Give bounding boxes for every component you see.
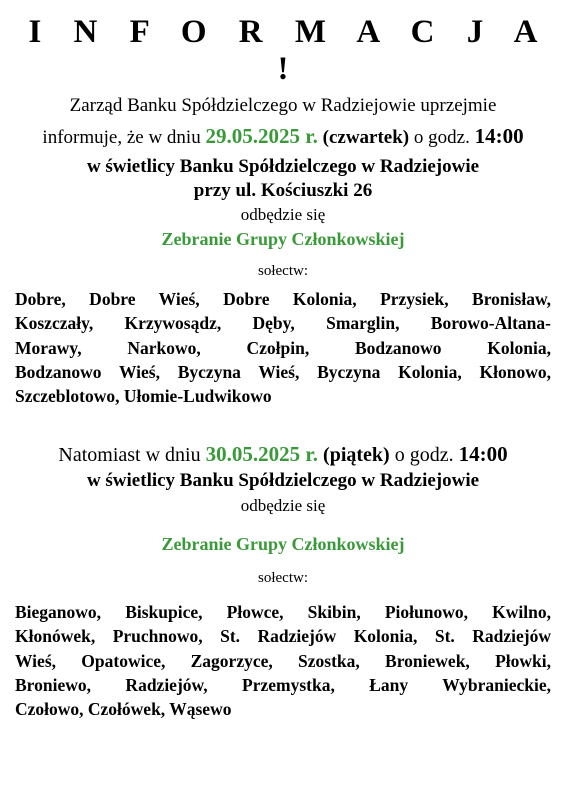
meeting2-date-line xyxy=(0,442,566,467)
village-line: Bodzanowo Wieś, Byczyna Wieś, Byczyna Kolonia, Kłonowo, xyxy=(15,361,551,382)
village-line: Szczeblotowo, Ułomie-Ludwikowo xyxy=(15,386,272,407)
meeting1-time-prefix: o godz. xyxy=(409,127,475,148)
meeting2-time: 14:00 xyxy=(458,442,508,466)
meeting1-date-line xyxy=(0,124,566,149)
page-title: I N F O R M A C J A ! xyxy=(28,14,550,87)
meeting2-villages xyxy=(15,600,551,721)
meeting2-place-line1: w świetlicy Banku Spółdzielczego w Radziejowie xyxy=(86,470,480,491)
intro-line: Zarząd Banku Spółdzielczego w Radziejowie uprzejmie xyxy=(69,95,497,116)
meeting1-solectw-label: sołectw: xyxy=(258,263,308,279)
meeting2-weekday: (piątek) xyxy=(318,444,390,466)
village-line: Dobre, Dobre Wieś, Dobre Kolonia, Przysiek, Bronisław, xyxy=(15,289,551,309)
meeting1-name: Zebranie Grupy Członkowskiej xyxy=(161,229,405,249)
village-line: Broniewo, Radziejów, Przemystka, Łany Wybranieckie, xyxy=(15,674,551,695)
village-line: Koszczały, Krzywosądz, Dęby, Smarglin, Borowo-Altana- xyxy=(15,313,551,334)
meeting1-intro-prefix: informuje, że w dniu xyxy=(42,127,206,148)
meeting1-will-take-place: odbędzie się xyxy=(240,205,326,224)
meeting2-name: Zebranie Grupy Członkowskiej xyxy=(161,534,405,554)
village-line: Czołowo, Czołówek, Wąsewo xyxy=(15,699,232,720)
meeting2-date: 30.05.2025 r. xyxy=(205,442,319,466)
meeting1-place-line1: w świetlicy Banku Spółdzielczego w Radziejowie xyxy=(86,156,480,177)
village-line: Bieganowo, Biskupice, Płowce, Skibin, Piołunowo, Kwilno, xyxy=(15,602,551,622)
meeting1-weekday: (czwartek) xyxy=(317,127,410,148)
meeting2-solectw-label: sołectw: xyxy=(258,570,308,586)
meeting2-intro-prefix: Natomiast w dniu xyxy=(58,444,206,466)
meeting1-place-line2: przy ul. Kościuszki 26 xyxy=(193,180,373,201)
village-line: Wieś, Opatowice, Zagorzyce, Szostka, Broniewek, Płowki, xyxy=(15,650,551,671)
meeting1-date: 29.05.2025 r. xyxy=(205,124,318,148)
village-line: Kłonówek, Pruchnowo, St. Radziejów Kolonia, St. Radziejów xyxy=(15,626,551,647)
meeting2-will-take-place: odbędzie się xyxy=(240,496,326,515)
meeting2-time-prefix: o godz. xyxy=(389,444,459,466)
meeting1-villages xyxy=(15,287,551,408)
village-line: Morawy, Narkowo, Czołpin, Bodzanowo Kolonia, xyxy=(15,337,551,358)
meeting1-time: 14:00 xyxy=(474,124,524,148)
